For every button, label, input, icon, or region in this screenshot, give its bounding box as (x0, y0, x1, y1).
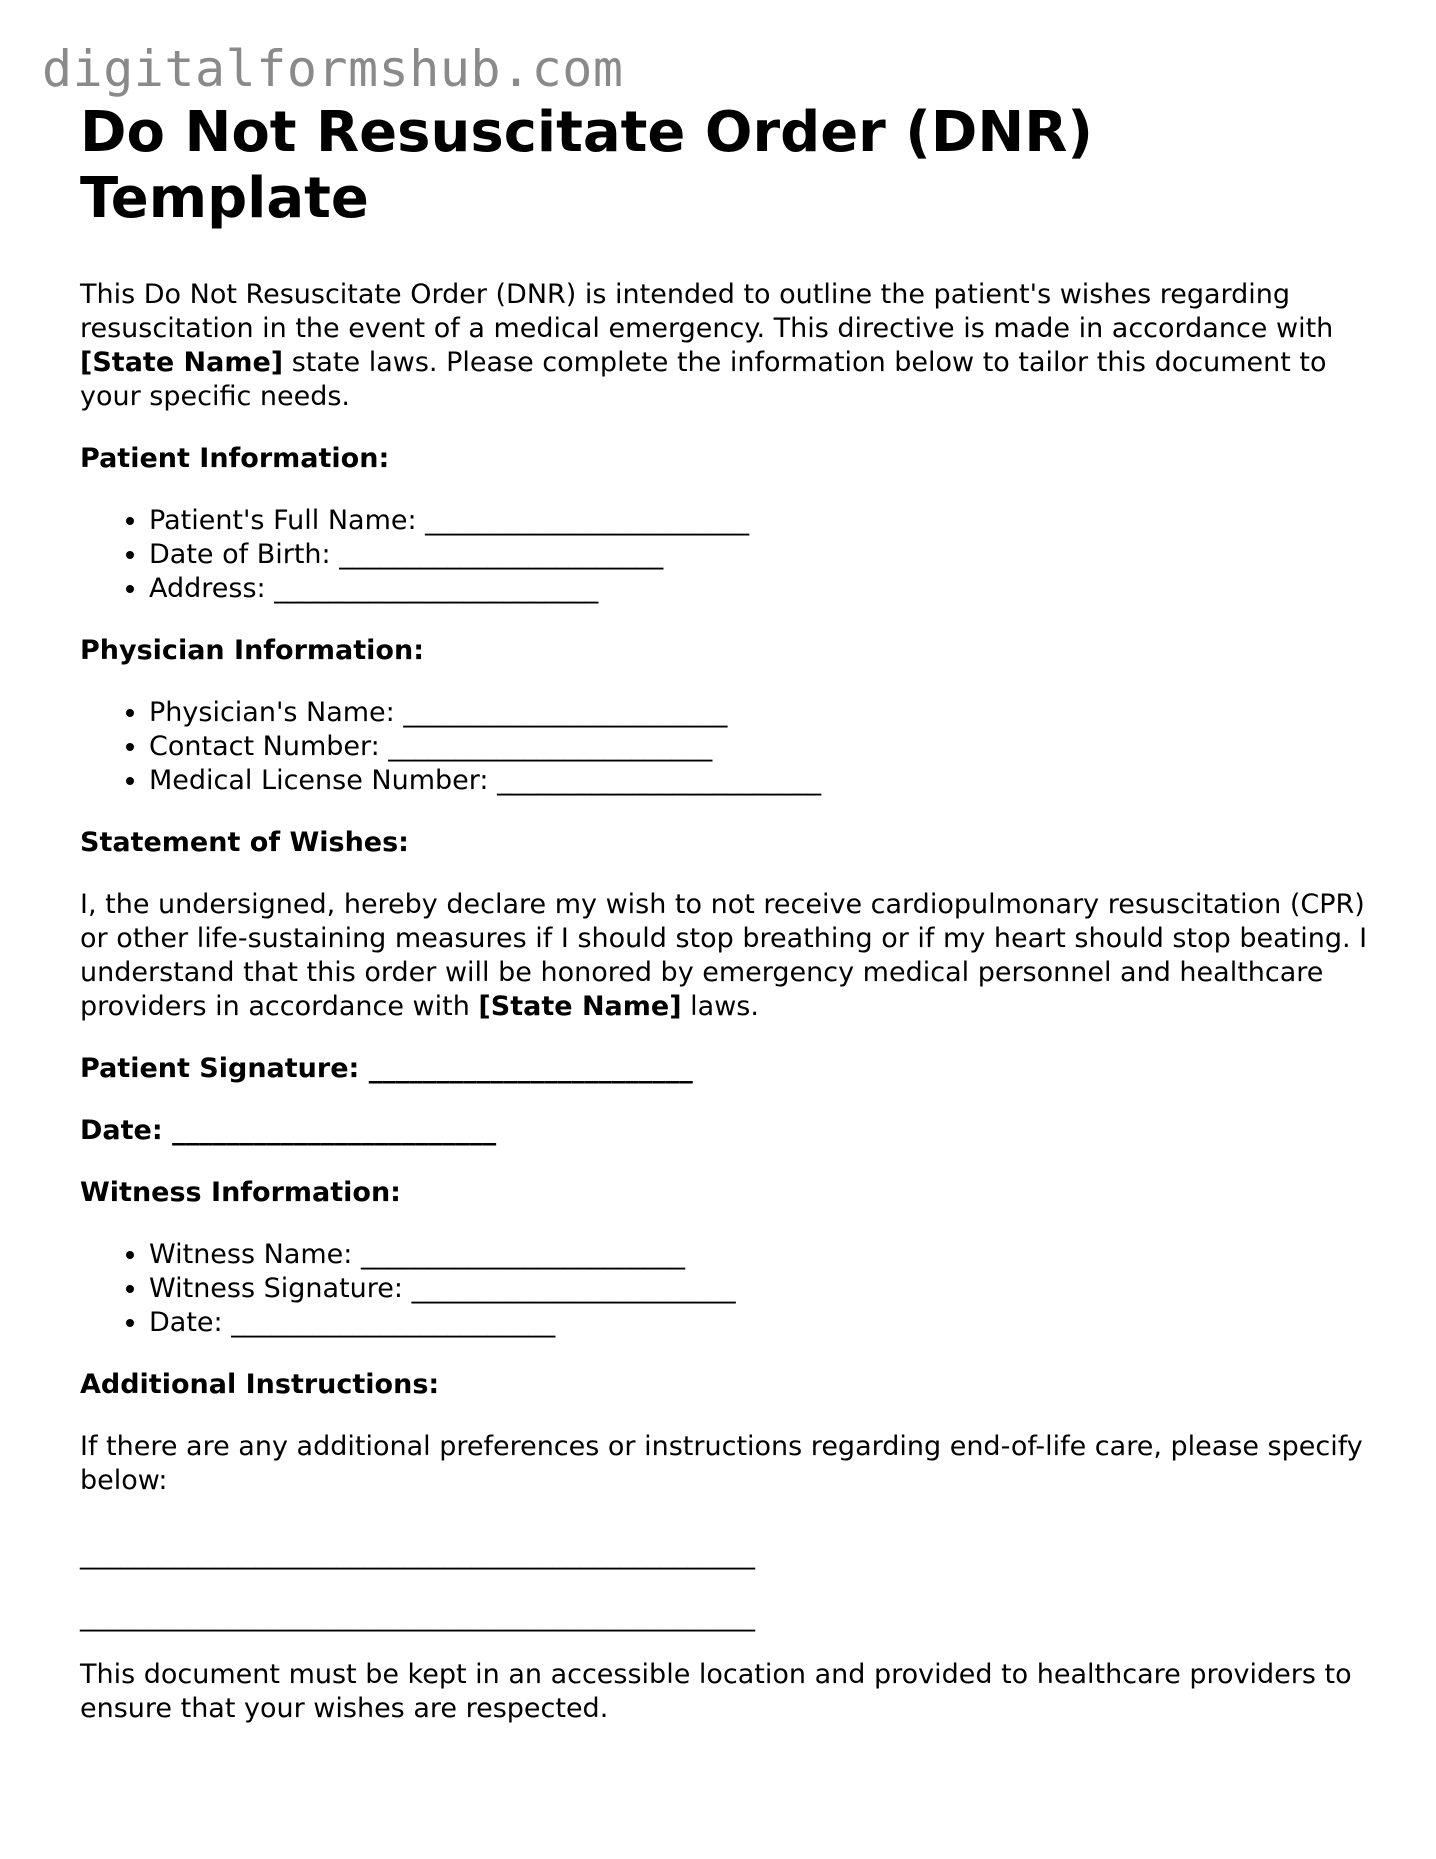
witness-info-heading: Witness Information: (80, 1177, 401, 1208)
intro-text-2: state laws. Please complete the information below to tailor this document to your specific needs. (80, 347, 1327, 412)
footer-note: This document must be kept in an accessible location and provided to healthcare providers to ensure that your wishes are respected. (80, 1659, 1352, 1724)
physician-license-blank[interactable]: ________________________ (497, 765, 822, 796)
physician-contact-blank[interactable]: ________________________ (388, 731, 713, 762)
patient-signature-blank[interactable]: ________________________ (368, 1053, 693, 1084)
additional-instructions-heading: Additional Instructions: (80, 1369, 440, 1400)
patient-full-name-field[interactable]: • Patient's Full Name: ________________________ (149, 504, 1370, 538)
physician-contact-field[interactable]: • Contact Number: ________________________ (149, 730, 1370, 764)
witness-name-blank[interactable]: ________________________ (360, 1239, 685, 1270)
witness-name-field[interactable]: • Witness Name: ________________________ (149, 1238, 1370, 1272)
witness-date-blank[interactable]: ________________________ (231, 1307, 556, 1338)
witness-signature-field[interactable]: • Witness Signature: ________________________ (149, 1272, 1370, 1306)
patient-dob-blank[interactable]: ________________________ (339, 539, 664, 570)
intro-text-1: This Do Not Resuscitate Order (DNR) is intended to outline the patient's wishes regarding resuscitation in the event of a medical emergency. This directive is made in accordance with (80, 279, 1334, 344)
additional-instructions-line-2[interactable]: __________________________________________________ (80, 1601, 755, 1632)
witness-info-list (80, 1238, 1370, 1340)
physician-name-field[interactable]: • Physician's Name: ________________________ (149, 696, 1370, 730)
intro-paragraph (80, 278, 1370, 414)
additional-instructions-text: If there are any additional preferences or instructions regarding end-of-life care, please specify below: (80, 1431, 1363, 1496)
patient-info-list (80, 504, 1370, 606)
wishes-heading: Statement of Wishes: (80, 827, 409, 858)
physician-name-blank[interactable]: ________________________ (403, 697, 728, 728)
date-blank[interactable]: ________________________ (172, 1115, 497, 1146)
patient-signature-field[interactable]: Patient Signature: ________________________ (80, 1053, 693, 1084)
wishes-state-name: [State Name] (478, 991, 682, 1022)
patient-address-field[interactable]: • Address: ________________________ (149, 572, 1370, 606)
physician-info-list (80, 696, 1370, 798)
patient-dob-field[interactable]: • Date of Birth: ________________________ (149, 538, 1370, 572)
intro-state-name: [State Name] (80, 347, 284, 378)
patient-info-heading: Patient Information: (80, 443, 390, 474)
patient-address-blank[interactable]: ________________________ (274, 573, 599, 604)
page-title: Do Not Resuscitate Order (DNR) Template (80, 100, 1093, 231)
watermark: digitalformshub.com (42, 40, 624, 98)
additional-instructions-line-1[interactable]: __________________________________________________ (80, 1539, 755, 1570)
document-page (80, 100, 1370, 1726)
date-field[interactable]: Date: ________________________ (80, 1115, 497, 1146)
witness-date-field[interactable]: • Date: ________________________ (149, 1306, 1370, 1340)
physician-info-heading: Physician Information: (80, 635, 424, 666)
witness-signature-blank[interactable]: ________________________ (411, 1273, 736, 1304)
wishes-paragraph: I, the undersigned, hereby declare my wish to not receive cardiopulmonary resuscitation (CPR) or other life-sustaining measures if I should stop breathing or if my heart should stop beating. I understand that this order will be honored by emergency medical personnel and healthcare providers in accordance with [State Name] laws. (80, 889, 1368, 1022)
patient-full-name-blank[interactable]: ________________________ (425, 505, 750, 536)
physician-license-field[interactable]: • Medical License Number: ________________________ (149, 764, 1370, 798)
